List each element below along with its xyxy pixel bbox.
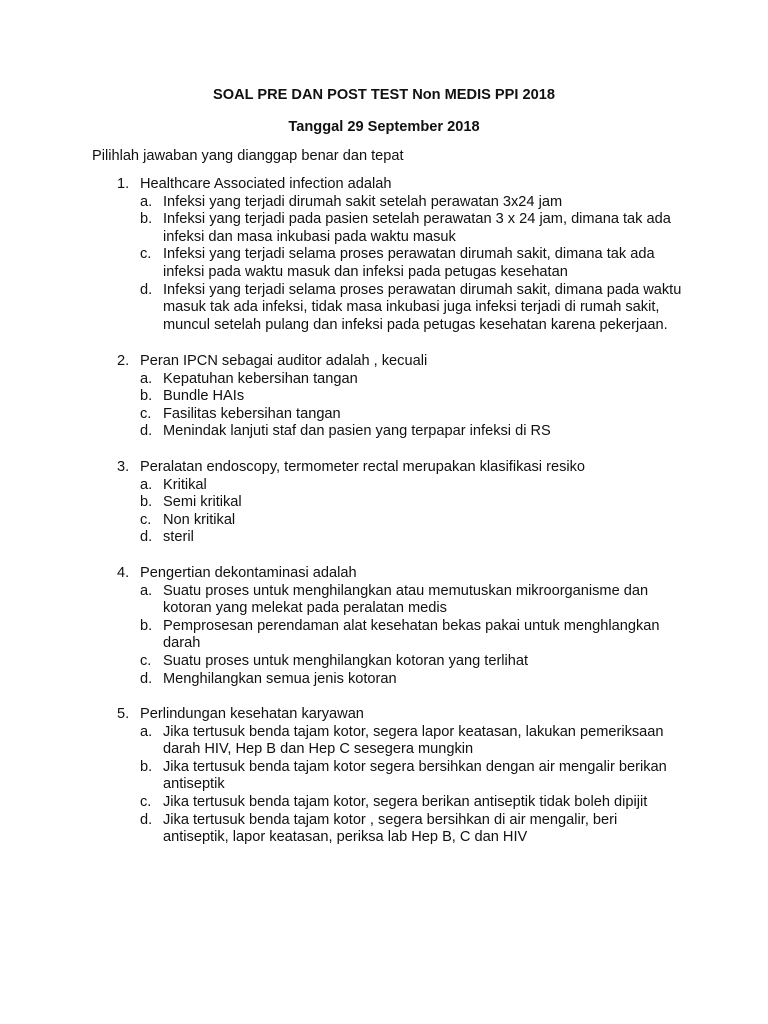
question-text: Pengertian dekontaminasi adalah	[140, 565, 357, 581]
option-letter: c.	[140, 652, 152, 669]
question-1	[0, 176, 768, 334]
question-number: 5.	[117, 706, 130, 722]
question-number: 1.	[117, 176, 130, 192]
option-letter: a.	[140, 723, 153, 740]
option-letter: b.	[140, 211, 153, 228]
option-letter: c.	[140, 246, 152, 263]
answer-option	[0, 583, 768, 618]
instruction-text: Pilihlah jawaban yang dianggap benar dan tepat	[92, 148, 404, 164]
question-3	[0, 459, 768, 547]
answer-option	[0, 759, 768, 794]
answer-option	[0, 812, 768, 847]
option-letter: d.	[140, 423, 153, 440]
option-text: Fasilitas kebersihan tangan	[163, 405, 341, 422]
answer-option	[0, 671, 768, 689]
option-text: Infeksi yang terjadi pada pasien setelah perawatan 3 x 24 jam, dimana tak ada infeksi dan masa inkubasi pada waktu masuk	[163, 211, 671, 245]
option-letter: b.	[140, 494, 153, 511]
option-text: Jika tertusuk benda tajam kotor , segera bersihkan di air mengalir, beri antiseptik, lapor keatasan, periksa lab Hep B, C dan HIV	[163, 811, 618, 846]
question-text: Peran IPCN sebagai auditor adalah , kecuali	[140, 353, 428, 369]
option-text: Bundle HAIs	[163, 388, 245, 405]
option-text: Menghilangkan semua jenis kotoran	[163, 670, 397, 687]
option-letter: a.	[140, 476, 153, 493]
option-letter: c.	[140, 405, 152, 422]
answer-option	[0, 477, 768, 495]
option-letter: b.	[140, 388, 153, 405]
answer-option	[0, 371, 768, 389]
option-letter: d.	[140, 670, 153, 687]
option-text: Jika tertusuk benda tajam kotor, segera berikan antiseptik tidak boleh dipijit	[163, 793, 648, 810]
question-number: 2.	[117, 353, 130, 369]
option-letter: b.	[140, 617, 153, 634]
answer-option	[0, 211, 768, 246]
option-letter: d.	[140, 281, 153, 298]
document-date: Tanggal 29 September 2018	[288, 119, 480, 135]
option-letter: d.	[140, 811, 153, 828]
option-letter: a.	[140, 193, 153, 210]
answer-option	[0, 246, 768, 281]
answer-option	[0, 282, 768, 335]
question-2	[0, 353, 768, 441]
option-text: Kepatuhan kebersihan tangan	[163, 370, 358, 387]
question-number: 3.	[117, 459, 130, 475]
answer-option	[0, 388, 768, 406]
option-text: Non kritikal	[163, 511, 236, 528]
question-text: Peralatan endoscopy, termometer rectal merupakan klasifikasi resiko	[140, 459, 586, 475]
document-title: SOAL PRE DAN POST TEST Non MEDIS PPI 2018	[213, 87, 555, 103]
answer-option	[0, 618, 768, 653]
option-text: Infeksi yang terjadi selama proses perawatan dirumah sakit, dimana tak ada infeksi pada waktu masuk dan infeksi pada petugas kesehatan	[163, 246, 655, 280]
question-4	[0, 565, 768, 688]
option-text: Infeksi yang terjadi dirumah sakit setelah perawatan 3x24 jam	[163, 193, 563, 210]
option-text: Semi kritikal	[163, 494, 242, 511]
option-text: Kritikal	[163, 476, 207, 493]
answer-option	[0, 194, 768, 212]
option-letter: c.	[140, 793, 152, 810]
option-text: Jika tertusuk benda tajam kotor, segera lapor keatasan, lakukan pemeriksaan darah HIV, Hep B dan Hep C sesegera mungkin	[163, 723, 664, 758]
answer-option	[0, 406, 768, 424]
question-5	[0, 706, 768, 847]
question-number: 4.	[117, 565, 130, 581]
option-letter: a.	[140, 370, 153, 387]
option-text: Suatu proses untuk menghilangkan kotoran yang terlihat	[163, 652, 529, 669]
answer-option	[0, 512, 768, 530]
question-text: Healthcare Associated infection adalah	[140, 176, 392, 192]
option-text: Pemprosesan perendaman alat kesehatan bekas pakai untuk menghlangkan darah	[163, 617, 660, 652]
answer-option	[0, 494, 768, 512]
option-text: Jika tertusuk benda tajam kotor segera bersihkan dengan air mengalir berikan antiseptik	[163, 758, 667, 793]
answer-option	[0, 423, 768, 441]
option-letter: d.	[140, 529, 153, 546]
option-letter: a.	[140, 582, 153, 599]
answer-option	[0, 724, 768, 759]
option-text: Suatu proses untuk menghilangkan atau memutuskan mikroorganisme dan kotoran yang melekat pada peralatan medis	[163, 582, 649, 617]
question-text: Perlindungan kesehatan karyawan	[140, 706, 364, 722]
answer-option	[0, 529, 768, 547]
option-text: steril	[163, 529, 194, 546]
answer-option	[0, 653, 768, 671]
option-text: Infeksi yang terjadi selama proses perawatan dirumah sakit, dimana pada waktu masuk tak ada infeksi, tidak masa inkubasi juga infeksi terjadi di rumah sakit, muncul setelah pulang dan infeksi pada petugas kesehatan karena pekerjaan.	[163, 281, 682, 333]
option-letter: c.	[140, 511, 152, 528]
option-letter: b.	[140, 758, 153, 775]
answer-option	[0, 794, 768, 812]
option-text: Menindak lanjuti staf dan pasien yang terpapar infeksi di RS	[163, 423, 551, 440]
